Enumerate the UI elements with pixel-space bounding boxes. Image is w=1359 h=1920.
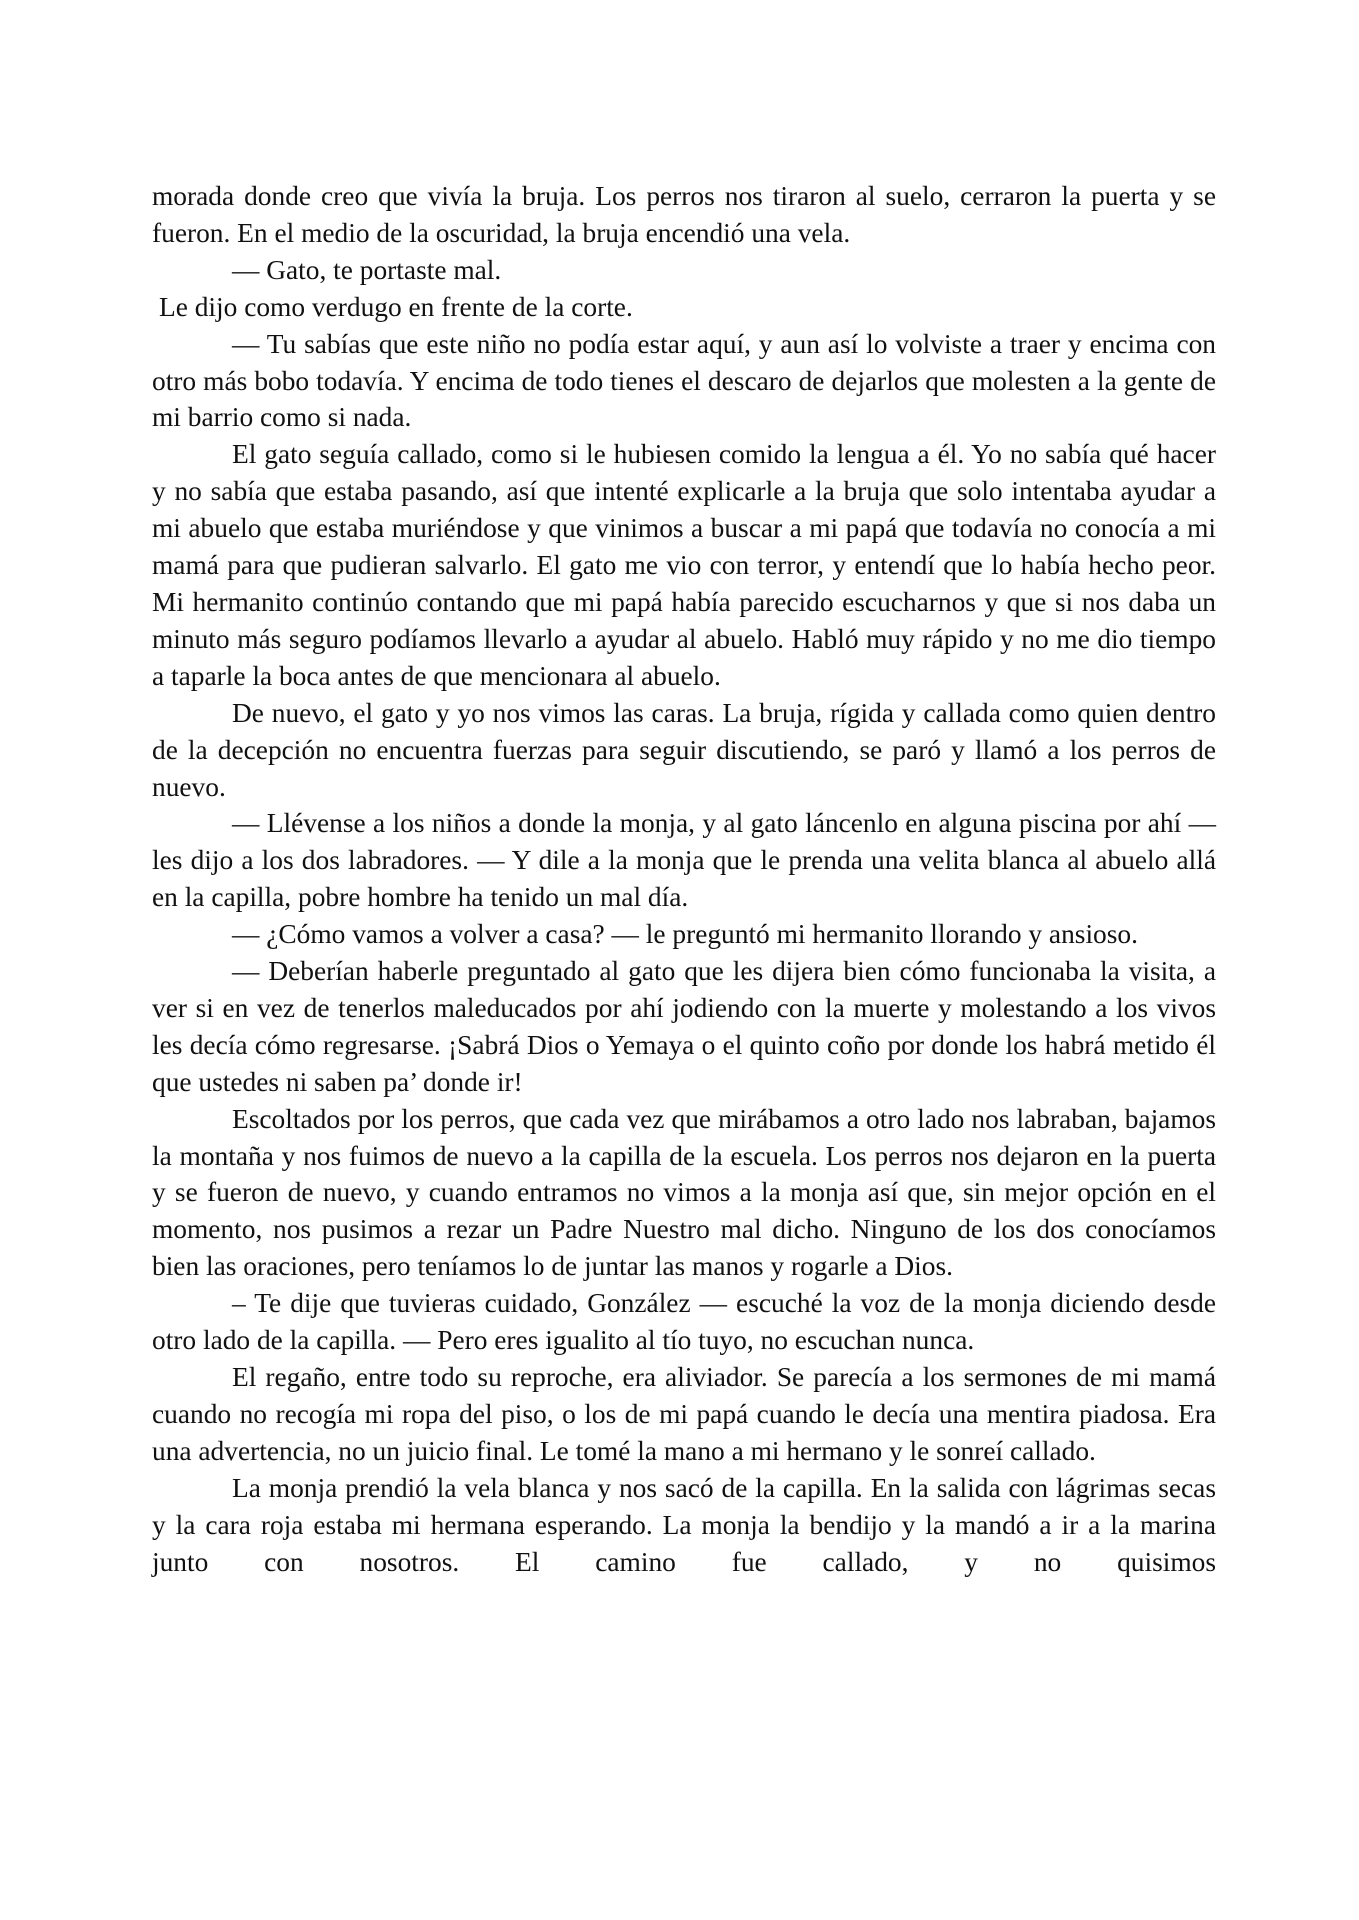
paragraph: De nuevo, el gato y yo nos vimos las caras. La bruja, rígida y callada como quien dentro de la decepción no encuentra fuerzas para seguir discutiendo, se paró y llamó a los perros de nuevo.: [152, 697, 1216, 802]
document-page: [152, 178, 1216, 1580]
paragraph: Escoltados por los perros, que cada vez que mirábamos a otro lado nos labraban, bajamos la montaña y nos fuimos de nuevo a la capilla de la escuela. Los perros nos dejaron en la puerta y se fueron de nuevo, y cuando entramos no vimos a la monja así que, sin mejor opción en el momento, nos pusimos a rezar un Padre Nuestro mal dicho. Ninguno de los dos conocíamos bien las oraciones, pero teníamos lo de juntar las manos y rogarle a Dios.: [152, 1103, 1216, 1282]
dialogue-line: – Te dije que tuvieras cuidado, González — escuché la voz de la monja diciendo desde otro lado de la capilla. — Pero eres igualito al tío tuyo, no escuchan nunca.: [152, 1288, 1216, 1356]
dialogue-line: — ¿Cómo vamos a volver a casa? — le preguntó mi hermanito llorando y ansioso.: [232, 919, 1138, 950]
paragraph: Le dijo como verdugo en frente de la corte.: [159, 291, 633, 322]
paragraph: morada donde creo que vivía la bruja. Los perros nos tiraron al suelo, cerraron la puerta y se fueron. En el medio de la oscuridad, la bruja encendió una vela.: [152, 181, 1216, 248]
paragraph: La monja prendió la vela blanca y nos sacó de la capilla. En la salida con lágrimas secas y la cara roja estaba mi hermana esperando. La monja la bendijo y la mandó a ir a la marina junto con nosotros. El camino fue callado, y no quisimos: [152, 1472, 1216, 1577]
paragraph: El gato seguía callado, como si le hubiesen comido la lengua a él. Yo no sabía qué hacer y no sabía que estaba pasando, así que intenté explicarle a la bruja que solo intentaba ayudar a mi abuelo que estaba muriéndose y que vinimos a buscar a mi papá que todavía no conocía a mi mamá para que pudieran salvarlo. El gato me vio con terror, y entendí que lo había hecho peor. Mi hermanito continúo contando que mi papá había parecido escucharnos y que si nos daba un minuto más seguro podíamos llevarlo a ayudar al abuelo. Habló muy rápido y no me dio tiempo a taparle la boca antes de que mencionara al abuelo.: [152, 439, 1216, 691]
dialogue-line: — Deberían haberle preguntado al gato que les dijera bien cómo funcionaba la visita, a ver si en vez de tenerlos maleducados por ahí jodiendo con la muerte y molestando a los vivos les decía cómo regresarse. ¡Sabrá Dios o Yemaya o el quinto coño por donde los habrá metido él que ustedes ni saben pa’ donde ir!: [152, 956, 1216, 1097]
dialogue-line: — Gato, te portaste mal.: [232, 254, 502, 285]
paragraph: El regaño, entre todo su reproche, era aliviador. Se parecía a los sermones de mi mamá cuando no recogía mi ropa del piso, o los de mi papá cuando le decía una mentira piadosa. Era una advertencia, no un juicio final. Le tomé la mano a mi hermano y le sonreí callado.: [152, 1362, 1216, 1466]
dialogue-line: — Tu sabías que este niño no podía estar aquí, y aun así lo volviste a traer y encima con otro más bobo todavía. Y encima de todo tienes el descaro de dejarlos que molesten a la gente de mi barrio como si nada.: [152, 328, 1216, 433]
dialogue-line: — Llévense a los niños a donde la monja, y al gato láncenlo en alguna piscina por ahí — les dijo a los dos labradores. — Y dile a la monja que le prenda una velita blanca al abuelo allá en la capilla, pobre hombre ha tenido un mal día.: [152, 808, 1216, 913]
